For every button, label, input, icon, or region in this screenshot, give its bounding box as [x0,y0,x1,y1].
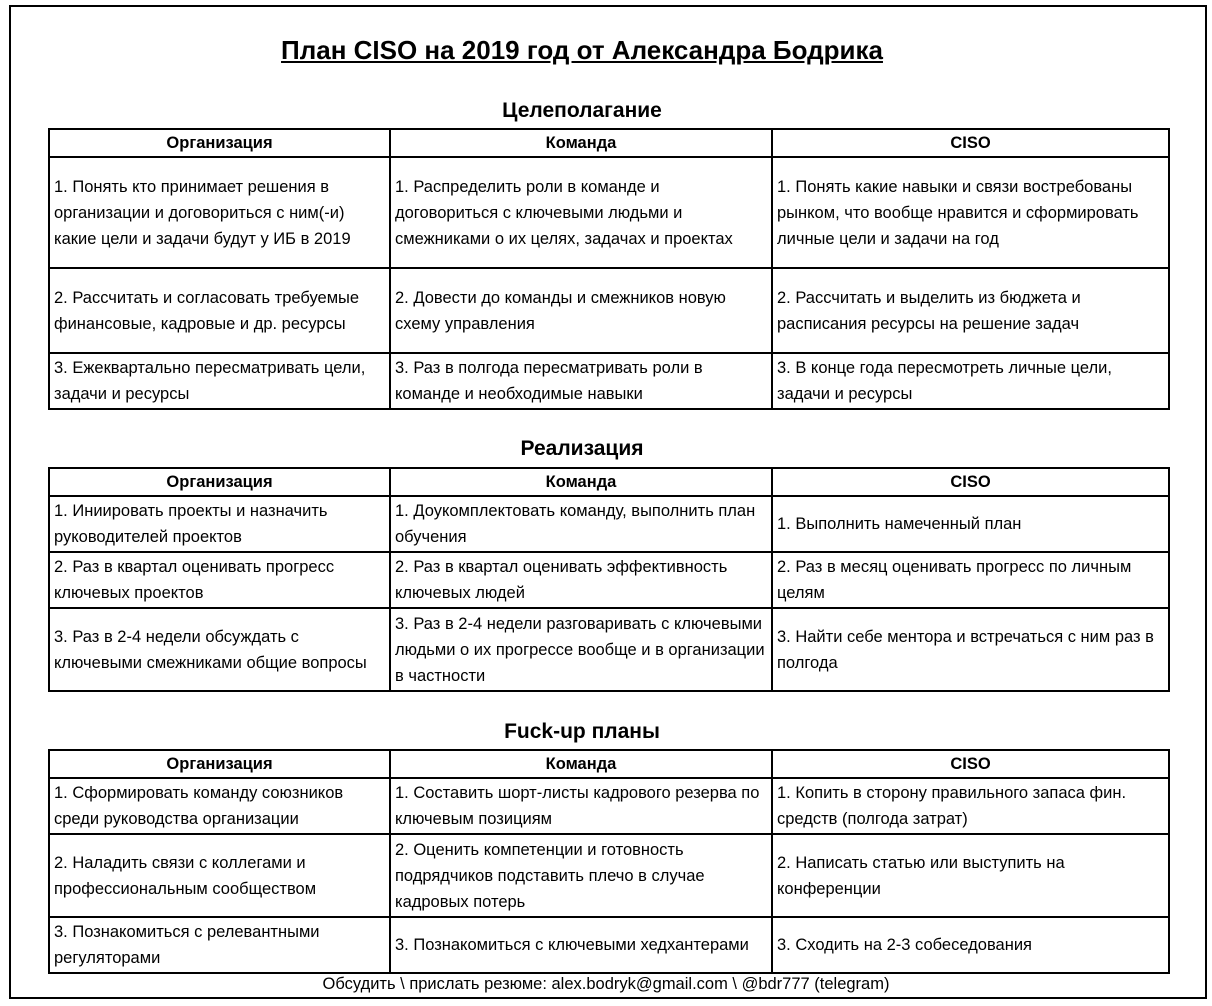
table-cell: 1. Иниировать проекты и назначить руководителей проектов [49,496,390,552]
table-row [49,917,1169,973]
table-cell: 3. Раз в полгода пересматривать роли в команде и необходимые навыки [390,353,772,409]
table-row [49,353,1169,409]
table-cell: 2. Раз в квартал оценивать эффективность ключевых людей [390,552,772,608]
table-cell: 1. Выполнить намеченный план [772,496,1169,552]
column-header-organization: Организация [49,750,390,778]
contact-footer: Обсудить \ прислать резюме: alex.bodryk@gmail.com \ @bdr777 (telegram) [322,975,890,993]
table-cell: 3. Познакомиться с релевантными регуляторами [49,917,390,973]
table-cell: 1. Понять какие навыки и связи востребованы рынком, что вообще нравится и сформировать личные цели и задачи на год [772,157,1169,268]
table-cell: 1. Копить в сторону правильного запаса фин. средств (полгода затрат) [772,778,1169,834]
table-cell: 2. Рассчитать и выделить из бюджета и расписания ресурсы на решение задач [772,268,1169,353]
table-cell: 2. Раз в квартал оценивать прогресс ключевых проектов [49,552,390,608]
table-cell: 2. Рассчитать и согласовать требуемые финансовые, кадровые и др. ресурсы [49,268,390,353]
column-header-team: Команда [390,129,772,157]
table-cell: 3. Сходить на 2-3 собеседования [772,917,1169,973]
section-title-goals: Целеполагание [502,99,662,122]
column-header-ciso: CISO [772,468,1169,496]
table-cell: 3. Найти себе ментора и встречаться с ним раз в полгода [772,608,1169,691]
table-cell: 3. Раз в 2-4 недели разговаривать с ключевыми людьми о их прогрессе вообще и в организации в частности [390,608,772,691]
document-title: План CISO на 2019 год от Александра Бодрика [281,35,883,65]
table-row [49,157,1169,268]
section-title-fuckup-plans: Fuck-up планы [504,720,660,743]
table-header-row [49,129,1169,157]
table-header-row [49,750,1169,778]
column-header-ciso: CISO [772,750,1169,778]
table-cell: 2. Написать статью или выступить на конференции [772,834,1169,917]
column-header-team: Команда [390,468,772,496]
column-header-team: Команда [390,750,772,778]
table-cell: 1. Понять кто принимает решения в организации и договориться с ним(-и) какие цели и задачи будут у ИБ в 2019 [49,157,390,268]
table-cell: 2. Оценить компетенции и готовность подрядчиков подставить плечо в случае кадровых потерь [390,834,772,917]
fuckup-plans-table [48,749,1170,974]
table-cell: 2. Раз в месяц оценивать прогресс по личным целям [772,552,1169,608]
goals-table [48,128,1170,410]
table-row [49,496,1169,552]
section-title-implementation: Реализация [520,437,644,460]
table-row [49,608,1169,691]
table-row [49,834,1169,917]
column-header-organization: Организация [49,129,390,157]
table-cell: 1. Сформировать команду союзников среди руководства организации [49,778,390,834]
table-cell: 1. Составить шорт-листы кадрового резерва по ключевым позициям [390,778,772,834]
implementation-table [48,467,1170,692]
table-cell: 3. В конце года пересмотреть личные цели, задачи и ресурсы [772,353,1169,409]
table-cell: 2. Наладить связи с коллегами и профессиональным сообществом [49,834,390,917]
table-row [49,552,1169,608]
table-cell: 2. Довести до команды и смежников новую схему управления [390,268,772,353]
table-row [49,268,1169,353]
table-row [49,778,1169,834]
table-header-row [49,468,1169,496]
table-cell: 1. Доукомплектовать команду, выполнить план обучения [390,496,772,552]
table-cell: 1. Распределить роли в команде и договориться с ключевыми людьми и смежниками о их целях, задачах и проектах [390,157,772,268]
table-cell: 3. Ежеквартально пересматривать цели, задачи и ресурсы [49,353,390,409]
column-header-ciso: CISO [772,129,1169,157]
table-cell: 3. Познакомиться с ключевыми хедхантерами [390,917,772,973]
column-header-organization: Организация [49,468,390,496]
table-cell: 3. Раз в 2-4 недели обсуждать с ключевыми смежниками общие вопросы [49,608,390,691]
